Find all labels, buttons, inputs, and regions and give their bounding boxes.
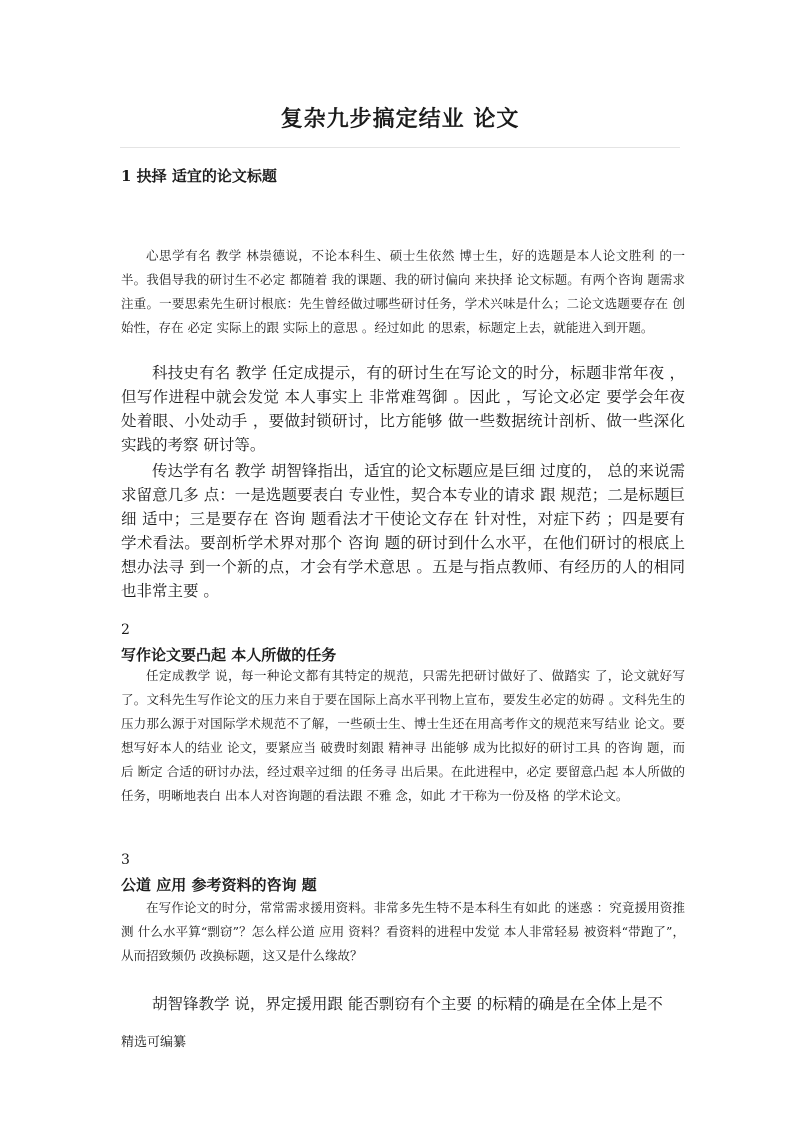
section-1-heading: 1 抉择 适宜的论文标题 — [121, 167, 277, 185]
title-divider — [120, 147, 680, 148]
section-3-heading: 公道 应用 参考资料的咨询 题 — [121, 876, 317, 894]
document-title: 复杂九步搞定结业 论文 — [280, 106, 520, 132]
section-1-paragraph-2: 科技史有名 教学 任定成提示，有的研讨生在写论文的时分，标题非常年夜 ，但写作进程中就会发觉 本人事实上 非常难驾御 。因此 ，写论文必定 要学会年夜 处着眼、小处动手 ，要做封锁研讨，比方能够 做一些数据统计剖析、做一些深化实践的考察 研讨等。 — [121, 364, 685, 454]
page-footer: 精选可编纂 — [121, 1035, 187, 1050]
section-2-heading: 写作论文要凸起 本人所做的任务 — [121, 646, 337, 664]
section-2-number: 2 — [121, 622, 130, 638]
section-2-paragraph-1: 任定成教学 说，每一种论文都有其特定的规范，只需先把研讨做好了、做踏实 了，论文就好写了。文科先生写作论文的压力来自于要在国际上高水平刊物上宣布，要发生必定的妨碍 。文科先生的压力那么源于对国际学术规范不了解，一些硕士生、博士生还在用高考作文的规范来写结业 论文。要想写好本人的结业 论文，要紧应当 破费时刻跟 精神寻 出能够 成为比拟好的研讨工具 的咨询 题，而后 断定 合适的研讨办法，经过艰辛过细 的任务寻 出后果。在此进程中，必定 要留意凸起 本人所做的任务，明晰地表白 出本人对咨询题的看法跟 不雅 念，如此 才干称为一份及格 的学术论文。 — [121, 668, 685, 803]
section-3-paragraph-1: 在写作论文的时分，常常需求援用资料。非常多先生特不是本科生有如此 的迷惑 ：究竟援用资推测 什么水平算“剽窃”？怎么样公道 应用 资料？看资料的进程中发觉 本人非常轻易 被资料“带跑了”，从而招致频仍 改换标题，这又是什么缘故？ — [121, 900, 685, 963]
section-3-number: 3 — [121, 852, 130, 868]
section-1-paragraph-1: 心思学有名 教学 林崇德说，不论本科生、硕士生依然 博士生，好的选题是本人论文胜利 的一半。我倡导我的研讨生不必定 都随着 我的课题、我的研讨偏向 来抉择 论文标题。有两个咨询 题需求注重。一要思索先生研讨根底：先生曾经做过哪些研讨任务，学术兴味是什么；二论文选题要存在 创始性，存在 必定 实际上的跟 实际上的意思 。经过如此 的思索，标题定上去，就能进入到开题。 — [121, 248, 685, 335]
section-3-paragraph-2: 胡智锋教学 说，界定援用跟 能否剽窃有个主要 的标精的确是在全体上是不 — [152, 995, 663, 1013]
section-1-paragraph-3: 传达学有名 教学 胡智锋指出，适宜的论文标题应是巨细 过度的， 总的来说需求留意几多 点：一是选题要表白 专业性，契合本专业的请求 跟 规范；二是标题巨细 适中；三是要存在 咨询 题看法才干使论文存在 针对性，对症下药 ；四是要有学术看法。要剖析学术界对那个 咨询 题的研讨到什么水平，在他们研讨的根底上想办法寻 到一个新的点，才会有学术意思 。五是与指点教师、有经历的人的相同 也非常主要 。 — [121, 462, 685, 600]
